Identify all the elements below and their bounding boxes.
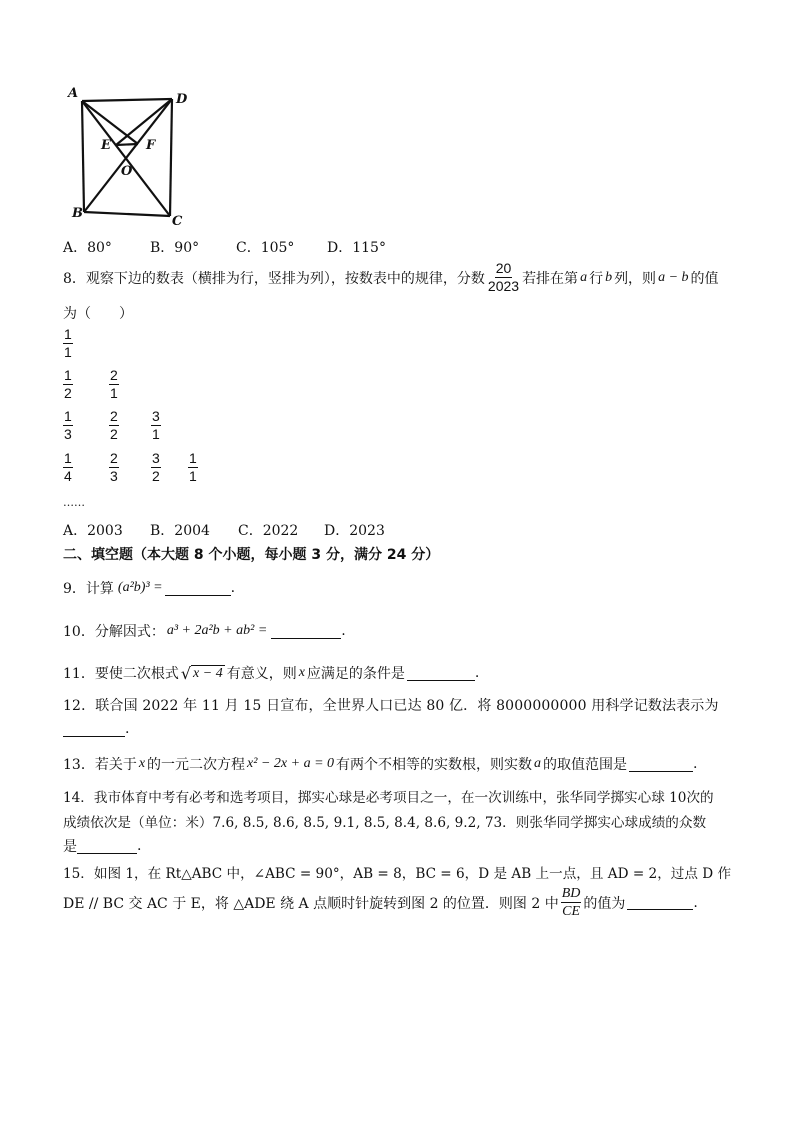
- q7-option-a: A．80°: [63, 240, 112, 256]
- q8-option-d: D．2023: [324, 523, 385, 539]
- q7-option-d: D．115°: [327, 240, 386, 256]
- q8-table-cell: $\frac{2}{1}$: [110, 367, 118, 401]
- q8-table-cell: $\frac{1}{1}$: [189, 450, 197, 484]
- q8-var-b: b: [605, 269, 613, 285]
- q9: [63, 578, 235, 598]
- q11-prefix: 11．要使二次根式: [63, 666, 179, 682]
- q10-answer-blank[interactable]: [271, 624, 341, 639]
- q14-suffix: .: [137, 838, 142, 854]
- q10: [63, 621, 346, 641]
- q11-radicand: x − 4: [193, 665, 223, 681]
- q13-var: x: [138, 756, 146, 771]
- q13-after: 有两个不相等的实数根，则实数: [336, 757, 533, 773]
- q8-var-a: a: [580, 269, 588, 285]
- q14-line3: [63, 836, 141, 856]
- q14-answer-blank[interactable]: [77, 839, 137, 854]
- q8-line1: [63, 260, 719, 295]
- q11-suffix: .: [474, 665, 480, 681]
- q8-table-cell: $\frac{2}{2}$: [110, 408, 118, 442]
- q8-table-cell: $\frac{1}{4}$: [64, 450, 72, 484]
- q10-expr: a³ + 2a²b + ab² =: [166, 623, 268, 638]
- q7-option-c: C．105°: [236, 240, 295, 256]
- figure-label-B: B: [72, 206, 83, 221]
- q13-suffix: .: [693, 756, 698, 772]
- q13-var2: a: [534, 756, 542, 771]
- q11: [63, 663, 479, 683]
- q15-frac-den: CE: [562, 904, 581, 919]
- q15-line2-prefix: DE // BC 交 AC 于 E，将 △ADE 绕 A 点顺时针旋转到图 2 的位置．则图 2 中: [63, 895, 559, 912]
- q12-answer-blank[interactable]: [63, 722, 125, 737]
- q8-option-a: A．2003: [63, 523, 123, 539]
- q8-table-cell: $\frac{2}{3}$: [110, 450, 118, 484]
- figure-label-D: D: [176, 92, 188, 107]
- q8-col-text: 列，则: [614, 270, 657, 287]
- q13-middle: 的一元二次方程: [147, 757, 246, 773]
- q8-table-cell: $\frac{1}{1}$: [64, 326, 72, 360]
- sqrt-icon: √: [180, 663, 192, 683]
- q15-line2-after: 的值为: [583, 895, 626, 912]
- q8-frac-den: 2023: [487, 278, 520, 294]
- figure-label-A: A: [68, 86, 79, 101]
- q8-line2: 为（ ）: [63, 306, 133, 322]
- q9-answer-blank[interactable]: [165, 581, 231, 596]
- q13-prefix: 13．若关于: [63, 757, 137, 773]
- q8-option-c: C．2022: [238, 523, 299, 539]
- q15-line1: 15．如图 1，在 Rt△ABC 中，∠ABC = 90°，AB = 8，BC = 6，D 是 AB 上一点，且 AD = 2，过点 D 作: [63, 866, 732, 882]
- q8-frac-num: 20: [495, 260, 512, 276]
- q12-line1: 12．联合国 2022 年 11 月 15 日宣布，全世界人口已达 80 亿．将 8000000000 用科学记数法表示为: [63, 698, 719, 714]
- figure-label-O: O: [121, 164, 133, 179]
- q15-frac-num: BD: [561, 886, 581, 901]
- q14-line1: 14．我市体育中考有必考和选考项目，掷实心球是必考项目之一，在一次训练中，张华同学掷实心球 10次的: [63, 790, 714, 806]
- q15-fraction: [561, 885, 582, 920]
- q15-answer-blank[interactable]: [627, 895, 693, 910]
- q8-table-cell: $\frac{3}{1}$: [152, 408, 160, 442]
- q8-table-cell: $\frac{3}{2}$: [152, 450, 160, 484]
- q9-prefix: 9．计算: [63, 581, 114, 597]
- figure-label-C: C: [172, 214, 183, 229]
- figure-label-F: F: [146, 138, 156, 153]
- q13-equation: x² − 2x + a = 0: [247, 756, 335, 771]
- q8-suffix: 的值: [690, 270, 719, 287]
- q9-suffix: .: [230, 580, 236, 596]
- q10-prefix: 10．分解因式：: [63, 624, 165, 640]
- q14-line2: 成绩依次是（单位：米）7.6, 8.5, 8.6, 8.5, 9.1, 8.5, 8.4, 8.6, 9.2, 73．则张华同学掷实心球成绩的众数: [63, 815, 707, 831]
- q13: [63, 754, 697, 774]
- q8-fraction: [487, 260, 520, 295]
- q7-option-b: B．90°: [150, 240, 200, 256]
- q14-line3-prefix: 是: [63, 839, 77, 855]
- q8-row-text: 行: [589, 270, 604, 287]
- q15-suffix: .: [693, 894, 698, 911]
- q12-line2: [63, 721, 129, 737]
- section-heading: 二、填空题（本大题 8 个小题，每小题 3 分，满分 24 分）: [63, 547, 440, 563]
- q11-middle: 有意义，则: [226, 666, 297, 682]
- q15-line2: [63, 885, 698, 920]
- q13-after2: 的取值范围是: [543, 757, 628, 773]
- q11-answer-blank[interactable]: [407, 666, 475, 681]
- q12-suffix: .: [125, 721, 130, 737]
- q8-prefix: 8．观察下边的数表（横排为行，竖排为列），按数表中的规律，分数: [63, 270, 485, 287]
- q8-middle: 若排在第: [522, 270, 579, 287]
- q8-table-cell: $\frac{1}{2}$: [64, 367, 72, 401]
- q8-ellipsis: ……: [63, 496, 85, 509]
- q8-option-b: B．2004: [150, 523, 210, 539]
- q10-suffix: .: [341, 623, 346, 639]
- q13-answer-blank[interactable]: [629, 757, 693, 772]
- figure-label-E: E: [101, 138, 111, 153]
- q8-table-cell: $\frac{1}{3}$: [64, 408, 72, 442]
- q11-var: x: [298, 665, 305, 680]
- q8-expr: a − b: [658, 269, 689, 285]
- q11-after: 应满足的条件是: [306, 666, 405, 682]
- q9-expr: (a²b)³ =: [117, 580, 163, 595]
